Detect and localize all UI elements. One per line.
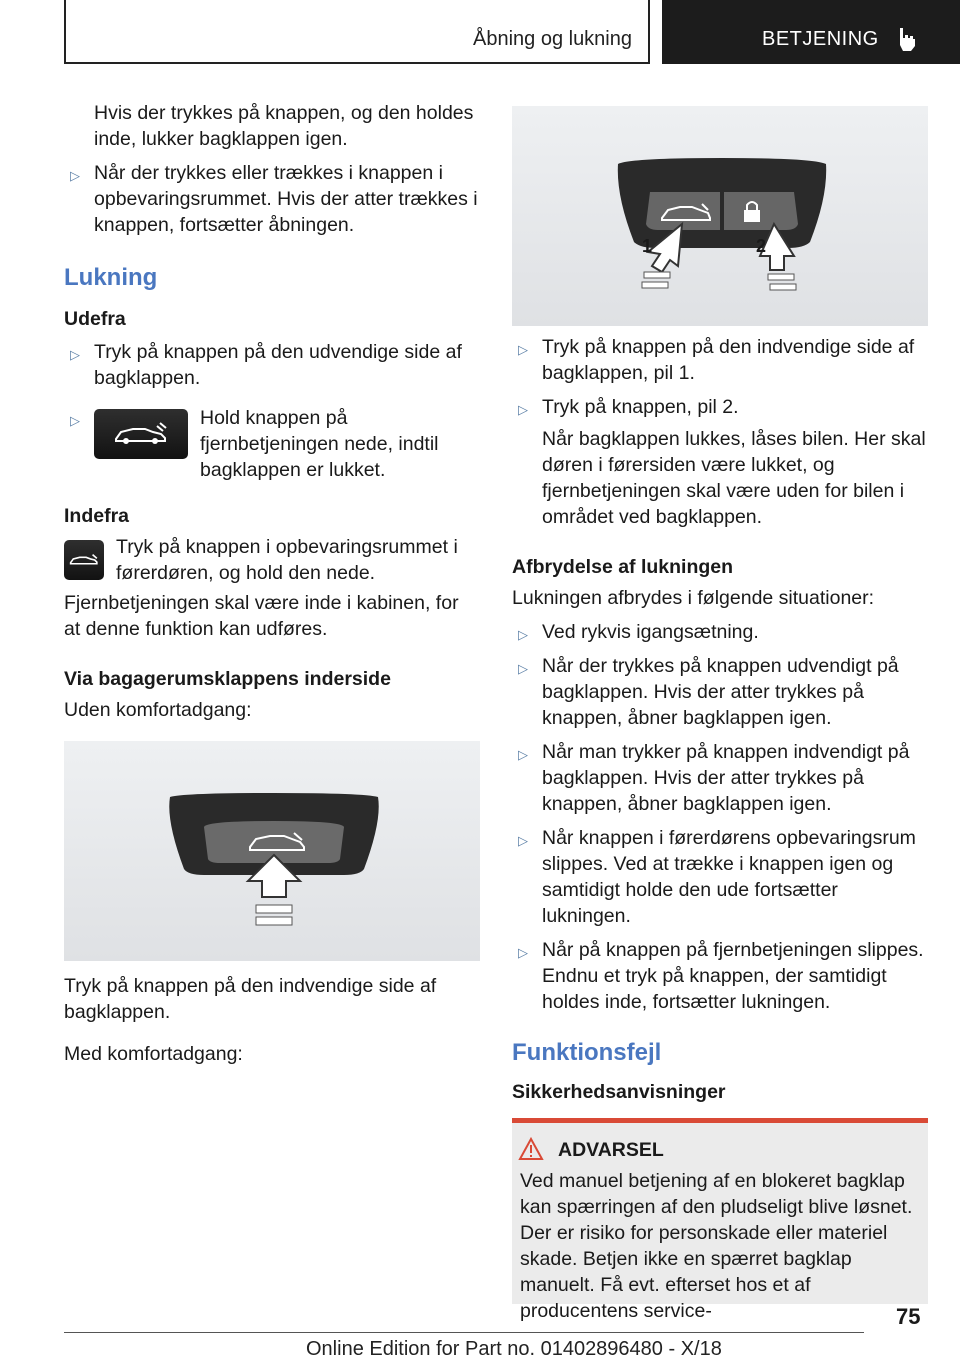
list-item-text: Når der trykkes eller trækkes i knappen i opbevaringsrummet. Hvis der atter trækkes i knappen, fortsætter åbningen. bbox=[94, 162, 478, 236]
footer-edition: Online Edition for Part no. 01402896480 - X/18 bbox=[306, 1338, 722, 1360]
list-item-text: Ved rykvis igangsætning. bbox=[542, 621, 759, 643]
comfort-access-buttons-photo bbox=[512, 106, 928, 326]
subsection-sikkerhed: Sikkerhedsanvisninger bbox=[512, 1081, 726, 1103]
list-item bbox=[512, 937, 928, 1015]
list-item bbox=[512, 394, 928, 420]
indefra-text: Tryk på knappen i opbevaringsrummet i førerdøren, og hold den nede. bbox=[116, 536, 458, 584]
afbrydelse-list bbox=[512, 619, 928, 1015]
header-chapter-title: BETJENING bbox=[762, 28, 879, 50]
intro-continuation: Hvis der trykkes på knappen, og den holdes inde, lukker bagklappen igen. bbox=[94, 102, 474, 150]
tailgate-button-photo bbox=[64, 741, 480, 961]
arrow-label-2: 2 bbox=[756, 236, 767, 256]
intro-list bbox=[64, 160, 480, 238]
uden-text: Uden komfortadgang: bbox=[64, 699, 252, 721]
bullet-triangle-icon bbox=[518, 940, 528, 966]
bullet-triangle-icon bbox=[518, 622, 528, 648]
header-chapter-box bbox=[662, 0, 960, 64]
udefra-list bbox=[64, 339, 480, 483]
list-item-text: Tryk på knappen på den indvendige side af bagklappen, pil 1. bbox=[542, 336, 915, 384]
list-item-text: Når knappen i førerdørens opbevaringsrum slippes. Ved at trække i knappen igen og samtidigt holde den ude fortsætter lukningen. bbox=[542, 827, 916, 927]
list-item-text: Når der trykkes på knappen udvendigt på bagklappen. Hvis der atter trykkes på knappen, åbner bagklappen igen. bbox=[542, 655, 899, 729]
bullet-triangle-icon bbox=[518, 742, 528, 768]
photo-caption: Tryk på knappen på den indvendige side af bagklappen. bbox=[64, 975, 437, 1023]
subsection-indefra: Indefra bbox=[64, 505, 130, 527]
left-column bbox=[64, 100, 480, 1067]
med-text: Med komfortadgang: bbox=[64, 1043, 243, 1065]
bullet-triangle-icon bbox=[70, 163, 80, 189]
car-tailgate-icon bbox=[113, 421, 169, 447]
warning-triangle-icon bbox=[518, 1137, 544, 1161]
list-item-text: Tryk på knappen, pil 2. bbox=[542, 396, 739, 418]
bullet2-continuation: Når bagklappen lukkes, låses bilen. Her skal døren i førersiden være lukket, og fjernbetjeningen skal være uden for bilen i området ved bagklappen. bbox=[542, 428, 926, 528]
list-item-text: Når på knappen på fjernbetjeningen slippes. Endnu et tryk på knappen, der samtidigt holdes inde, fortsætter lukningen. bbox=[542, 939, 924, 1013]
warning-text: Ved manuel betjening af en blokeret bagklap kan spærringen af den pludseligt blive løsnet. Der er risiko for personskade eller materiel skade. Betjen ikke en spærret bagklap manuelt. Få evt. efterset hos et af producentens service- bbox=[520, 1170, 913, 1322]
afbrydelse-intro: Lukningen afbrydes i følgende situationer: bbox=[512, 587, 875, 609]
remote-key-line bbox=[94, 405, 480, 483]
pointing-hand-icon bbox=[894, 26, 920, 52]
list-item-text: Tryk på knappen på den udvendige side af bagklappen. bbox=[94, 341, 462, 389]
list-item bbox=[64, 160, 480, 238]
warning-title-text: ADVARSEL bbox=[558, 1139, 664, 1161]
header-section-title: Åbning og lukning bbox=[472, 28, 632, 50]
arrow-label-1: 1 bbox=[642, 236, 653, 256]
list-item-text: Hold knappen på fjernbetjeningen nede, indtil bagklappen er lukket. bbox=[200, 407, 439, 481]
subsection-afbrydelse: Afbrydelse af lukningen bbox=[512, 556, 734, 578]
indefra-paragraph: Fjernbetjeningen skal være inde i kabinen, for at denne funktion kan udføres. bbox=[64, 592, 459, 640]
list-item bbox=[512, 653, 928, 731]
bullet-triangle-icon bbox=[518, 828, 528, 854]
bullet-triangle-icon bbox=[518, 337, 528, 363]
section-title-funktionsfejl: Funktionsfejl bbox=[512, 1039, 662, 1066]
bullet-triangle-icon bbox=[70, 408, 80, 434]
indefra-line bbox=[64, 534, 480, 586]
bullet-triangle-icon bbox=[518, 656, 528, 682]
tailgate-inner-button-illustration bbox=[64, 741, 480, 961]
door-tailgate-button bbox=[64, 540, 104, 580]
car-tailgate-icon bbox=[69, 552, 99, 568]
subsection-via: Via bagagerumsklappens inderside bbox=[64, 668, 391, 690]
footer-divider bbox=[64, 1332, 864, 1333]
list-item bbox=[512, 619, 928, 645]
list-item-text: Når man trykker på knappen indvendigt på bagklappen. Hvis der atter trykkes på knappen, åbner bagklappen igen. bbox=[542, 741, 910, 815]
list-item bbox=[512, 334, 928, 386]
comfort-access-buttons-illustration bbox=[512, 106, 928, 326]
bullet-triangle-icon bbox=[518, 397, 528, 423]
remote-tailgate-button bbox=[94, 409, 188, 459]
section-title-lukning: Lukning bbox=[64, 264, 158, 291]
list-item bbox=[512, 825, 928, 929]
comfort-list bbox=[512, 334, 928, 420]
list-item bbox=[512, 739, 928, 817]
header-section-box bbox=[64, 0, 650, 64]
list-item bbox=[64, 339, 480, 391]
bullet-triangle-icon bbox=[70, 342, 80, 368]
warning-title bbox=[558, 1139, 920, 1162]
page-number: 75 bbox=[896, 1304, 921, 1329]
list-item bbox=[64, 405, 480, 483]
subsection-udefra: Udefra bbox=[64, 308, 126, 330]
